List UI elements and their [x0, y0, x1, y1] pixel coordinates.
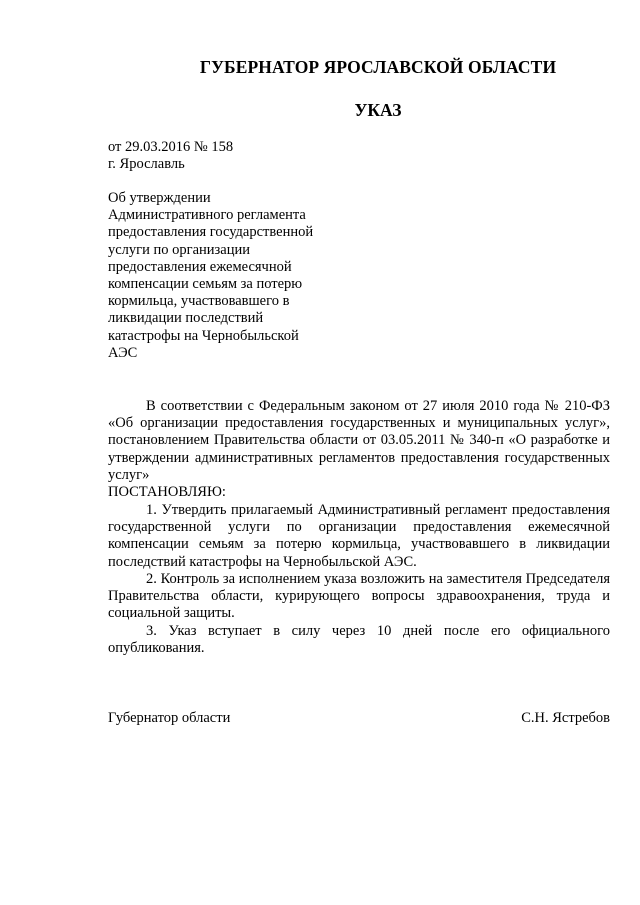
signatory-title: Губернатор области — [108, 710, 231, 726]
issuing-authority: ГУБЕРНАТОР ЯРОСЛАВСКОЙ ОБЛАСТИ — [199, 57, 557, 77]
decree-item-2: 2. Контроль за исполнением указа возложить на заместителя Председателя Правительства области, курирующего вопросы здравоохранения, труда и социальной защиты. — [108, 571, 610, 622]
date-and-number: от 29.03.2016 № 158 — [108, 139, 234, 155]
decree-item-1: 1. Утвердить прилагаемый Административный регламент предоставления государственной услуги по организации предоставления ежемесячной компенсации семьям за потерю кормильца, участвовавшего в ликвидации последствий катастрофы на Чернобыльской АЭС. — [108, 502, 610, 570]
city: г. Ярославль — [108, 156, 185, 172]
document-type: УКАЗ — [354, 100, 402, 120]
preamble-paragraph: В соответствии с Федеральным законом от 27 июля 2010 года № 210-ФЗ «Об организации предоставления государственных и муниципальных услуг», постановлением Правительства области от 03.05.2011 № 340-п «О разработке и утверждении административных регламентов предоставления государственных услуг» — [108, 398, 610, 483]
document-subject: Об утверждении Административного регламента предоставления государственной услуги по организации предоставления ежемесячной компенсации семьям за потерю кормильца, участвовавшего в ликвидации последствий катастрофы на Чернобыльской АЭС — [108, 190, 314, 361]
signatory-name: С.Н. Ястребов — [521, 710, 610, 726]
decree-item-3: 3. Указ вступает в силу через 10 дней после его официального опубликования. — [108, 623, 610, 657]
decree-word: ПОСТАНОВЛЯЮ: — [108, 484, 226, 500]
